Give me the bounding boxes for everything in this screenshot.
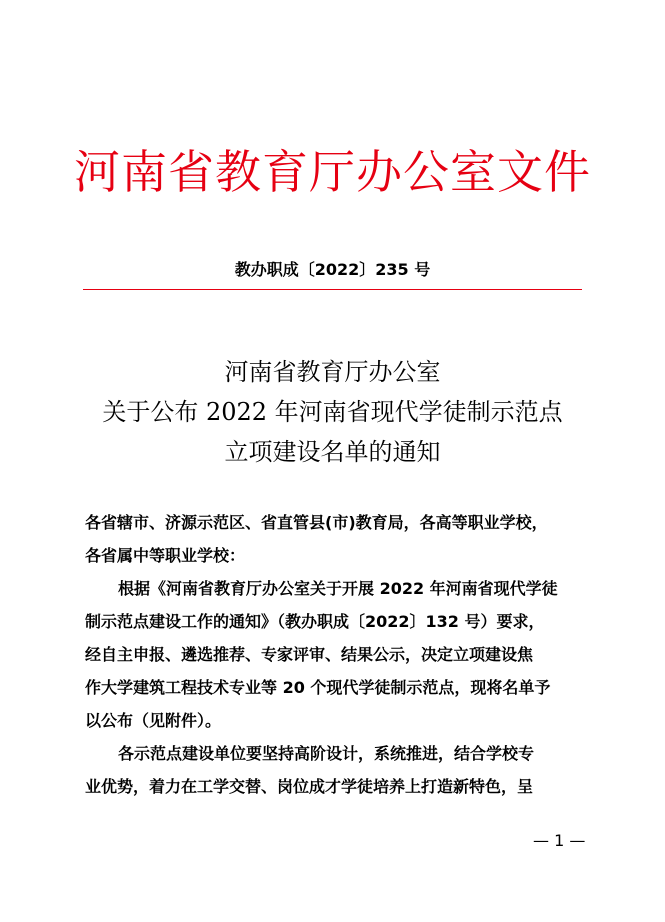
paragraph-2-line-1: 各示范点建设单位要坚持高阶设计，系统推进，结合学校专 <box>118 744 535 763</box>
masthead-title: 河南省教育厅办公室文件 <box>74 145 591 199</box>
addressee-line-2: 各省属中等职业学校： <box>85 546 246 565</box>
document-title <box>0 352 665 472</box>
document-number: 教办职成〔2022〕235 号 <box>234 260 431 279</box>
paragraph-2-line-2: 业优势，着力在工学交替、岗位成才学徒培养上打造新特色，呈 <box>85 777 534 796</box>
paragraph-1-line-4: 作大学建筑工程技术专业等 20 个现代学徒制示范点，现将名单予 <box>85 678 551 697</box>
addressee-line-1: 各省辖市、济源示范区、省直管县(市)教育局，各高等职业学校， <box>85 513 548 532</box>
title-line-1: 河南省教育厅办公室 <box>224 358 441 386</box>
document-body <box>85 506 585 803</box>
red-divider-line <box>83 289 582 290</box>
paragraph-1-line-2: 制示范点建设工作的通知》（教办职成〔2022〕132 号）要求， <box>85 612 545 631</box>
paragraph-1-line-5: 以公布（见附件）。 <box>85 711 222 730</box>
paragraph-1-line-3: 经自主申报、遴选推荐、专家评审、结果公示，决定立项建设焦 <box>85 645 534 664</box>
page-number: — 1 — <box>533 831 586 850</box>
title-line-3: 立项建设名单的通知 <box>224 438 441 466</box>
title-line-2: 关于公布 2022 年河南省现代学徒制示范点 <box>102 398 563 426</box>
paragraph-1-line-1: 根据《河南省教育厅办公室关于开展 2022 年河南省现代学徒 <box>118 579 558 598</box>
